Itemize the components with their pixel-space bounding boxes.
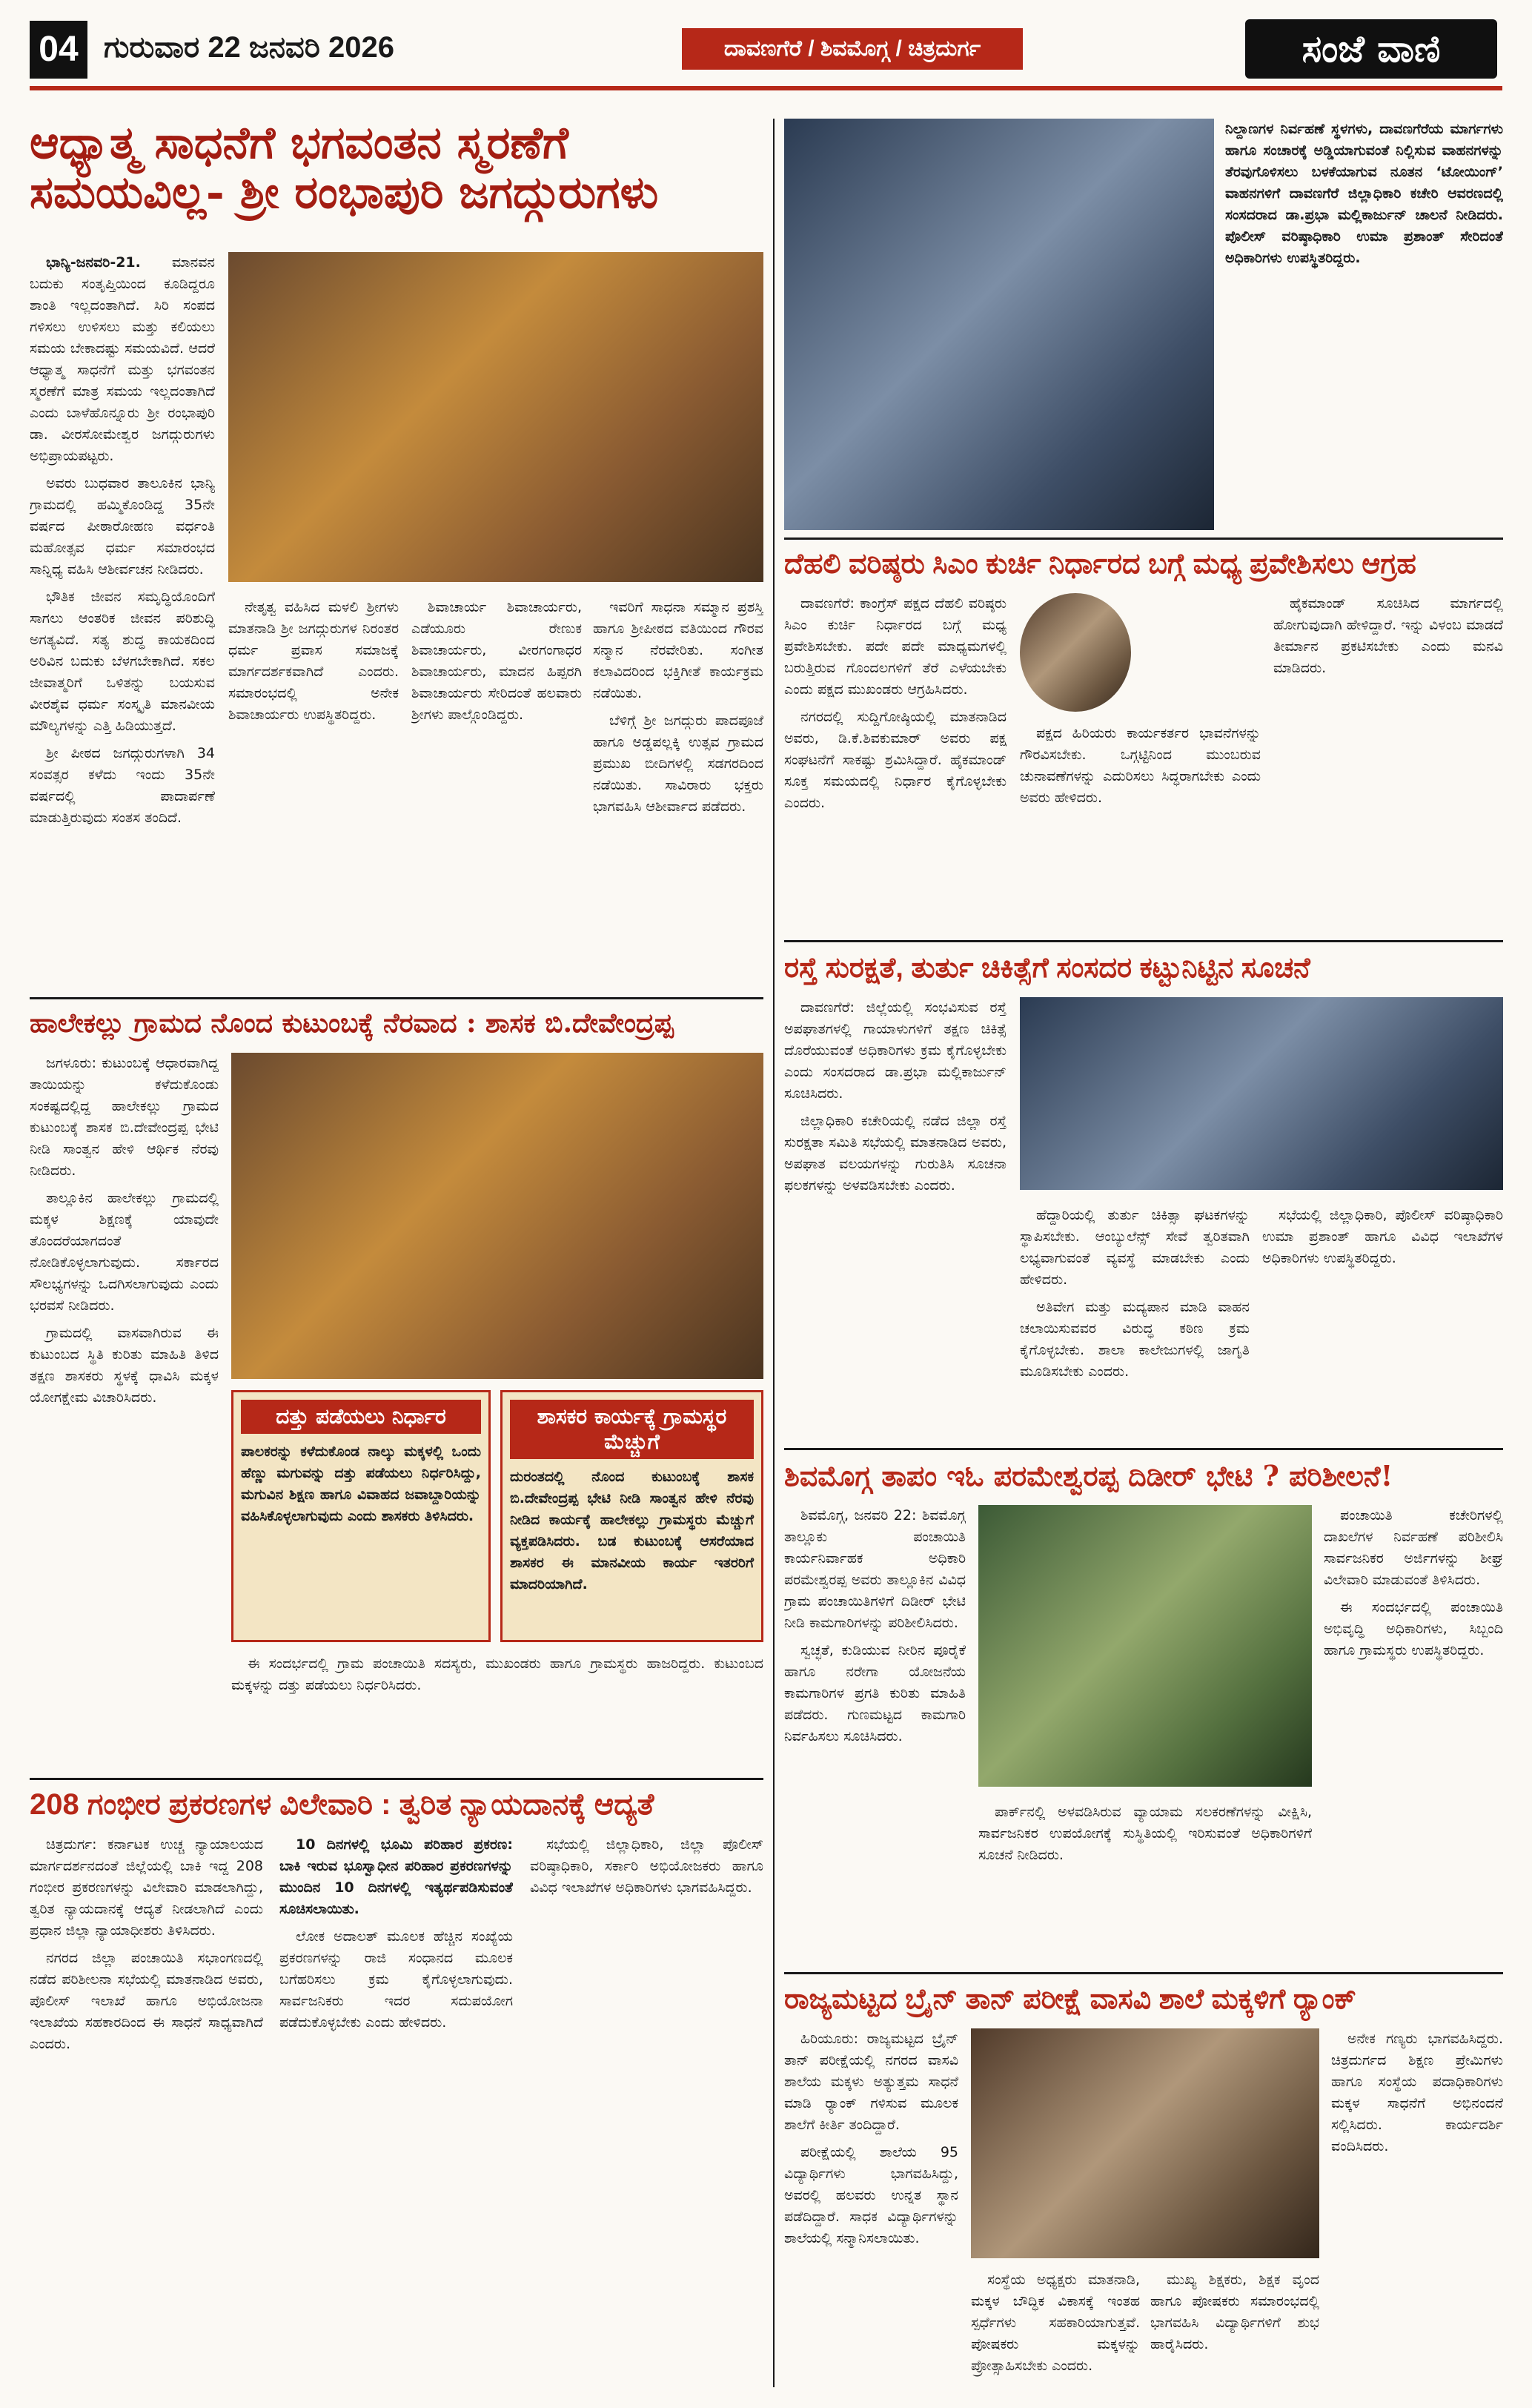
lead-para-2: ಅವರು ಬುಧವಾರ ತಾಲೂಕಿನ ಭಾನ್ಯಿ ಗ್ರಾಮದಲ್ಲಿ ಹಮ್ಮಿಕೊಂಡಿದ್ದ 35ನೇ ವರ್ಷದ ಪೀಠಾರೋಹಣ ವರ್ಧಂತಿ ಮಹೋತ್ಸವ ಧರ್ಮ ಸಮಾರಂಭದ ಸಾನ್ನಿಧ್ಯ ವಹಿಸಿ ಆಶೀರ್ವಚನ ನೀಡಿದರು. [30,475,215,578]
halekallu-para-4: ಈ ಸಂದರ್ಭದಲ್ಲಿ ಗ್ರಾಮ ಪಂಚಾಯಿತಿ ಸದಸ್ಯರು, ಮುಖಂಡರು ಹಾಗೂ ಗ್ರಾಮಸ್ಥರು ಹಾಜರಿದ್ದರು. ಕುಟುಂಬದ ಮಕ್ಕಳನ್ನು ದತ್ತು ಪಡೆಯಲು ನಿರ್ಧರಿಸಿದರು. [231,1656,763,1693]
shimoga-para-3: ಪಾರ್ಕ್‌ನಲ್ಲಿ ಅಳವಡಿಸಿರುವ ವ್ಯಾಯಾಮ ಸಲಕರಣೆಗಳನ್ನು ವೀಕ್ಷಿಸಿ, ಸಾರ್ವಜನಿಕರ ಉಪಯೋಗಕ್ಕೆ ಸುಸ್ಥಿತಿಯಲ್ಲಿ ಇರಿಸುವಂತೆ ಅಧಿಕಾರಿಗಳಿಗೆ ಸೂಚನೆ ನೀಡಿದರು. [978,1804,1312,1863]
road-para-2: ಜಿಲ್ಲಾಧಿಕಾರಿ ಕಚೇರಿಯಲ್ಲಿ ನಡೆದ ಜಿಲ್ಲಾ ರಸ್ತೆ ಸುರಕ್ಷತಾ ಸಮಿತಿ ಸಭೆಯಲ್ಲಿ ಮಾತನಾಡಿದ ಅವರು, ಅಪಘಾತ ವಲಯಗಳನ್ನು ಗುರುತಿಸಿ ಸೂಚನಾ ಫಲಕಗಳನ್ನು ಅಳವಡಿಸಬೇಕು ಎಂದರು. [784,1113,1007,1194]
halekallu-family-photo [231,1053,763,1379]
cases-para-5: ಸಭೆಯಲ್ಲಿ ಜಿಲ್ಲಾಧಿಕಾರಿ, ಜಿಲ್ಲಾ ಪೊಲೀಸ್ ವರಿಷ್ಠಾಧಿಕಾರಿ, ಸರ್ಕಾರಿ ಅಭಿಯೋಜಕರು ಹಾಗೂ ವಿವಿಧ ಇಲಾಖೆಗಳ ಅಧಿಕಾರಿಗಳು ಭಾಗವಹಿಸಿದ್ದರು. [530,1836,763,1896]
brain-col-3 [1150,2269,1319,2395]
brain-col-2 [971,2269,1140,2395]
delhi-leader-portrait [1020,593,1131,712]
halekallu-col-2 [231,1653,763,1772]
lead-headline-line2: ಸಮಯವಿಲ್ಲ- ಶ್ರೀ ರಂಭಾಪುರಿ ಜಗದ್ಗುರುಗಳು [30,167,659,219]
cases-para-3: 10 ದಿನಗಳಲ್ಲಿ ಭೂಮಿ ಪರಿಹಾರ ಪ್ರಕರಣ: ಬಾಕಿ ಇರುವ ಭೂಸ್ವಾಧೀನ ಪರಿಹಾರ ಪ್ರಕರಣಗಳನ್ನು ಮುಂದಿನ 10 ದಿನಗಳಲ್ಲಿ ಇತ್ಯರ್ಥಪಡಿಸುವಂತೆ ಸೂಚಿಸಲಾಯಿತು. [279,1836,513,1917]
page-number: 04 [30,21,87,79]
section-rule-5 [30,997,763,999]
towing-vehicles-caption: ನಿಲ್ದಾಣಗಳ ನಿರ್ವಹಣೆ ಸ್ಥಳಗಳು, ದಾವಣಗೆರೆಯ ಮಾರ್ಗಗಳು ಹಾಗೂ ಸಂಚಾರಕ್ಕೆ ಅಡ್ಡಿಯಾಗುವಂತೆ ನಿಲ್ಲಿಸುವ ವಾಹನಗಳನ್ನು ತೆರವುಗೊಳಿಸಲು ಬಳಕೆಯಾಗುವ ನೂತನ ‘ಟೋಯಿಂಗ್’ ವಾಹನಗಳಿಗೆ ದಾವಣಗೆರೆ ಜಿಲ್ಲಾಧಿಕಾರಿ ಕಚೇರಿ ಆವರಣದಲ್ಲಿ ಸಂಸದರಾದ ಡಾ.ಪ್ರಭಾ ಮಲ್ಲಿಕಾರ್ಜುನ್ ಚಾಲನೆ ನೀಡಿದರು. ಪೊಲೀಸ್ ವರಿಷ್ಠಾಧಿಕಾರಿ ಉಮಾ ಪ್ರಶಾಂತ್ ಸೇರಿದಂತೆ ಅಧಿಕಾರಿಗಳು ಉಪಸ್ಥಿತರಿದ್ದರು. [1225,121,1503,266]
road-col-1 [784,997,1007,1442]
brainthon-award-photo [971,2028,1319,2258]
shimoga-story [784,1461,1503,1965]
cases-col-1 [30,1834,263,2396]
towing-vehicles-photo [784,119,1214,530]
road-para-3: ಹೆದ್ದಾರಿಯಲ್ಲಿ ತುರ್ತು ಚಿಕಿತ್ಸಾ ಘಟಕಗಳನ್ನು ಸ್ಥಾಪಿಸಬೇಕು. ಆಂಬ್ಯುಲೆನ್ಸ್ ಸೇವೆ ತ್ವರಿತವಾಗಿ ಲಭ್ಯವಾಗುವಂತೆ ವ್ಯವಸ್ಥೆ ಮಾಡಬೇಕು ಎಂದು ಹೇಳಿದರು. [1020,1207,1250,1288]
adoption-box-text: ಪಾಲಕರನ್ನು ಕಳೆದುಕೊಂಡ ನಾಲ್ಕು ಮಕ್ಕಳಲ್ಲಿ ಒಂದು ಹೆಣ್ಣು ಮಗುವನ್ನು ದತ್ತು ಪಡೆಯಲು ನಿರ್ಧರಿಸಿದ್ದು, ಮಗುವಿನ ಶಿಕ್ಷಣ ಹಾಗೂ ವಿವಾಹದ ಜವಾಬ್ದಾರಿಯನ್ನು ವಹಿಸಿಕೊಳ್ಳಲಾಗುವುದು ಎಂದು ಶಾಸಕರು ತಿಳಿಸಿದರು. [241,1443,481,1524]
brain-para-5: ಅನೇಕ ಗಣ್ಯರು ಭಾಗವಹಿಸಿದ್ದರು. ಚಿತ್ರದುರ್ಗದ ಶಿಕ್ಷಣ ಪ್ರೇಮಿಗಳು ಹಾಗೂ ಸಂಸ್ಥೆಯ ಪದಾಧಿಕಾರಿಗಳು ಮಕ್ಕಳ ಸಾಧನೆಗೆ ಅಭಿನಂದನೆ ಸಲ್ಲಿಸಿದರು. ಕಾರ್ಯದರ್ಶಿ ವಂದಿಸಿದರು. [1331,2031,1503,2154]
lead-para-4: ಶ್ರೀ ಪೀಠದ ಜಗದ್ಗುರುಗಳಾಗಿ 34 ಸಂವತ್ಸರ ಕಳೆದು ಇಂದು 35ನೇ ವರ್ಷದಲ್ಲಿ ಪಾದಾರ್ಪಣೆ ಮಾಡುತ್ತಿರುವುದು ಸಂತಸ ತಂದಿದೆ. [30,745,215,826]
delhi-para-3: ಪಕ್ಷದ ಹಿರಿಯರು ಕಾರ್ಯಕರ್ತರ ಭಾವನೆಗಳನ್ನು ಗೌರವಿಸಬೇಕು. ಒಗ್ಗಟ್ಟಿನಿಂದ ಮುಂಬರುವ ಚುನಾವಣೆಗಳನ್ನು ಎದುರಿಸಲು ಸಿದ್ಧರಾಗಬೇಕು ಎಂದು ಅವರು ಹೇಳಿದರು. [1020,725,1261,806]
brain-para-2: ಪರೀಕ್ಷೆಯಲ್ಲಿ ಶಾಲೆಯ 95 ವಿದ್ಯಾರ್ಥಿಗಳು ಭಾಗವಹಿಸಿದ್ದು, ಅವರಲ್ಲಿ ಹಲವರು ಉನ್ನತ ಸ್ಥಾನ ಪಡೆದಿದ್ದಾರೆ. ಸಾಧಕ ವಿದ್ಯಾರ್ಥಿಗಳನ್ನು ಶಾಲೆಯಲ್ಲಿ ಸನ್ಮಾನಿಸಲಾಯಿತು. [784,2144,958,2246]
lead-para-7: ಇವರಿಗೆ ಸಾಧನಾ ಸಮ್ಮಾನ ಪ್ರಶಸ್ತಿ ಹಾಗೂ ಶ್ರೀಪೀಠದ ವತಿಯಿಂದ ಗೌರವ ಸನ್ಮಾನ ನೆರವೇರಿತು. ಸಂಗೀತ ಕಲಾವಿದರಿಂದ ಭಕ್ತಿಗೀತೆ ಕಾರ್ಯಕ್ರಮ ನಡೆಯಿತು. [593,599,763,701]
shimoga-headline: ಶಿವಮೊಗ್ಗ ತಾಪಂ ಇಓ ಪರಮೇಶ್ವರಪ್ಪ ದಿಡೀರ್ ಭೇಟಿ ? ಪರಿಶೀಲನೆ! [784,1459,1393,1492]
delhi-col-3 [1273,593,1503,934]
cases-story [30,1788,763,2396]
section-rule-3 [784,1448,1503,1450]
masthead [30,15,1502,104]
brainthon-story [784,1984,1503,2395]
towing-vehicles-story [784,119,1503,530]
brain-para-4: ಮುಖ್ಯ ಶಿಕ್ಷಕರು, ಶಿಕ್ಷಕ ವೃಂದ ಹಾಗೂ ಪೋಷಕರು ಸಮಾರಂಭದಲ್ಲಿ ಭಾಗವಹಿಸಿ ವಿದ್ಯಾರ್ಥಿಗಳಿಗೆ ಶುಭ ಹಾರೈಸಿದರು. [1150,2272,1319,2352]
delhi-para-4: ಹೈಕಮಾಂಡ್ ಸೂಚಿಸಿದ ಮಾರ್ಗದಲ್ಲಿ ಹೋಗುವುದಾಗಿ ಹೇಳಿದ್ದಾರೆ. ಇನ್ನು ವಿಳಂಬ ಮಾಡದೆ ತೀರ್ಮಾನ ಪ್ರಕಟಿಸಬೇಕು ಎಂದು ಮನವಿ ಮಾಡಿದರು. [1273,595,1503,676]
cases-col-2 [279,1834,513,2396]
lead-headline [30,119,763,218]
newspaper-logo: ಸಂಜೆ ವಾಣಿ [1245,19,1497,79]
cases-para-1: ಚಿತ್ರದುರ್ಗ: ಕರ್ನಾಟಕ ಉಚ್ಚ ನ್ಯಾಯಾಲಯದ ಮಾರ್ಗದರ್ಶನದಂತೆ ಜಿಲ್ಲೆಯಲ್ಲಿ ಬಾಕಿ ಇದ್ದ 208 ಗಂಭೀರ ಪ್ರಕರಣಗಳನ್ನು ವಿಲೇವಾರಿ ಮಾಡಲಾಗಿದ್ದು, ತ್ವರಿತ ನ್ಯಾಯದಾನಕ್ಕೆ ಆದ್ಯತೆ ನೀಡಲಾಗಿದೆ ಎಂದು ಪ್ರಧಾನ ಜಿಲ್ಲಾ ನ್ಯಾಯಾಧೀಶರು ತಿಳಿಸಿದರು. [30,1836,263,1939]
road-col-2 [1020,1205,1250,1442]
brain-col-1 [784,2028,958,2395]
adoption-box [231,1390,491,1642]
shimoga-park-photo [978,1505,1312,1787]
halekallu-headline: ಹಾಲೇಕಲ್ಲು ಗ್ರಾಮದ ನೊಂದ ಕುಟುಂಬಕ್ಕೆ ನೆರವಾದ : ಶಾಸಕ ಬಿ.ದೇವೇಂದ್ರಪ್ಪ [30,1008,674,1039]
shimoga-para-4: ಪಂಚಾಯಿತಿ ಕಚೇರಿಗಳಲ್ಲಿ ದಾಖಲೆಗಳ ನಿರ್ವಹಣೆ ಪರಿಶೀಲಿಸಿ ಸಾರ್ವಜನಿಕರ ಅರ್ಜಿಗಳನ್ನು ಶೀಘ್ರ ವಿಲೇವಾರಿ ಮಾಡುವಂತೆ ತಿಳಿಸಿದರು. [1324,1507,1503,1588]
delhi-story [784,549,1503,934]
road-para-4: ಅತಿವೇಗ ಮತ್ತು ಮದ್ಯಪಾನ ಮಾಡಿ ವಾಹನ ಚಲಾಯಿಸುವವರ ವಿರುದ್ಧ ಕಠಿಣ ಕ್ರಮ ಕೈಗೊಳ್ಳಬೇಕು. ಶಾಲಾ ಕಾಲೇಜುಗಳಲ್ಲಿ ಜಾಗೃತಿ ಮೂಡಿಸಬೇಕು ಎಂದರು. [1020,1299,1250,1380]
appreciation-box-text: ದುರಂತದಲ್ಲಿ ನೊಂದ ಕುಟುಂಬಕ್ಕೆ ಶಾಸಕ ಬಿ.ದೇವೇಂದ್ರಪ್ಪ ಭೇಟಿ ನೀಡಿ ಸಾಂತ್ವನ ಹೇಳಿ ನೆರವು ನೀಡಿದ ಕಾರ್ಯಕ್ಕೆ ಹಾಲೇಕಲ್ಲು ಗ್ರಾಮಸ್ಥರು ಮೆಚ್ಚುಗೆ ವ್ಯಕ್ತಪಡಿಸಿದರು. ಬಡ ಕುಟುಂಬಕ್ಕೆ ಆಸರೆಯಾದ ಶಾಸಕರ ಈ ಮಾನವೀಯ ಕಾರ್ಯ ಇತರರಿಗೆ ಮಾದರಿಯಾಗಿದೆ. [510,1469,754,1592]
lead-dateline: ಭಾನ್ಯಿ-ಜನವರಿ-21. [46,254,141,271]
shimoga-col-3 [1324,1505,1503,1965]
lead-story [30,119,763,993]
issue-date: ಗುರುವಾರ 22 ಜನವರಿ 2026 [104,31,394,64]
lead-headline-line1: ಆಧ್ಯಾತ್ಮ ಸಾಧನೆಗೆ ಭಗವಂತನ ಸ್ಮರಣೆಗೆ [30,117,568,169]
road-para-1: ದಾವಣಗೆರೆ: ಜಿಲ್ಲೆಯಲ್ಲಿ ಸಂಭವಿಸುವ ರಸ್ತೆ ಅಪಘಾತಗಳಲ್ಲಿ ಗಾಯಾಳುಗಳಿಗೆ ತಕ್ಷಣ ಚಿಕಿತ್ಸೆ ದೊರೆಯುವಂತೆ ಅಧಿಕಾರಿಗಳು ಕ್ರಮ ಕೈಗೊಳ್ಳಬೇಕು ಎಂದು ಸಂಸದರಾದ ಡಾ.ಪ್ರಭಾ ಮಲ್ಲಿಕಾರ್ಜುನ್ ಸೂಚಿಸಿದರು. [784,999,1007,1102]
brain-para-3: ಸಂಸ್ಥೆಯ ಅಧ್ಯಕ್ಷರು ಮಾತನಾಡಿ, ಮಕ್ಕಳ ಬೌದ್ಧಿಕ ವಿಕಾಸಕ್ಕೆ ಇಂತಹ ಸ್ಪರ್ಧೆಗಳು ಸಹಕಾರಿಯಾಗುತ್ತವೆ. ಪೋಷಕರು ಮಕ್ಕಳನ್ನು ಪ್ರೋತ್ಸಾಹಿಸಬೇಕು ಎಂದರು. [971,2272,1140,2374]
region-banner: ದಾವಣಗೆರೆ / ಶಿವಮೊಗ್ಗ / ಚಿತ್ರದುರ್ಗ [682,28,1023,70]
cases-headline: 208 ಗಂಭೀರ ಪ್ರಕರಣಗಳ ವಿಲೇವಾರಿ : ತ್ವರಿತ ನ್ಯಾಯದಾನಕ್ಕೆ ಆದ್ಯತೆ [30,1788,654,1821]
cases-para-2: ನಗರದ ಜಿಲ್ಲಾ ಪಂಚಾಯಿತಿ ಸಭಾಂಗಣದಲ್ಲಿ ನಡೆದ ಪರಿಶೀಲನಾ ಸಭೆಯಲ್ಲಿ ಮಾತನಾಡಿದ ಅವರು, ಪೊಲೀಸ್ ಇಲಾಖೆ ಹಾಗೂ ಅಭಿಯೋಜನಾ ಇಲಾಖೆಯ ಸಹಕಾರದಿಂದ ಈ ಸಾಧನೆ ಸಾಧ್ಯವಾಗಿದೆ ಎಂದರು. [30,1950,263,2052]
appreciation-box [500,1390,763,1642]
halekallu-para-2: ತಾಲ್ಲೂಕಿನ ಹಾಲೇಕಲ್ಲು ಗ್ರಾಮದಲ್ಲಿ ಮಕ್ಕಳ ಶಿಕ್ಷಣಕ್ಕೆ ಯಾವುದೇ ತೊಂದರೆಯಾಗದಂತೆ ನೋಡಿಕೊಳ್ಳಲಾಗುವುದು. ಸರ್ಕಾರದ ಸೌಲಭ್ಯಗಳನ್ನು ಒದಗಿಸಲಾಗುವುದು ಎಂದು ಭರವಸೆ ನೀಡಿದರು. [30,1190,219,1314]
cases-para-4: ಲೋಕ ಅದಾಲತ್ ಮೂಲಕ ಹೆಚ್ಚಿನ ಸಂಖ್ಯೆಯ ಪ್ರಕರಣಗಳನ್ನು ರಾಜಿ ಸಂಧಾನದ ಮೂಲಕ ಬಗೆಹರಿಸಲು ಕ್ರಮ ಕೈಗೊಳ್ಳಲಾಗುವುದು. ಸಾರ್ವಜನಿಕರು ಇದರ ಸದುಪಯೋಗ ಪಡೆದುಕೊಳ್ಳಬೇಕು ಎಂದು ಹೇಳಿದರು. [279,1928,513,2031]
delhi-para-2: ನಗರದಲ್ಲಿ ಸುದ್ದಿಗೋಷ್ಠಿಯಲ್ಲಿ ಮಾತನಾಡಿದ ಅವರು, ಡಿ.ಕೆ.ಶಿವಕುಮಾರ್ ಅವರು ಪಕ್ಷ ಸಂಘಟನೆಗೆ ಸಾಕಷ್ಟು ಶ್ರಮಿಸಿದ್ದಾರೆ. ಹೈಕಮಾಂಡ್ ಸೂಕ್ತ ಸಮಯದಲ್ಲಿ ನಿರ್ಧಾರ ಕೈಗೊಳ್ಳಬೇಕು ಎಂದರು. [784,709,1007,811]
halekallu-para-3: ಗ್ರಾಮದಲ್ಲಿ ವಾಸವಾಗಿರುವ ಈ ಕುಟುಂಬದ ಸ್ಥಿತಿ ಕುರಿತು ಮಾಹಿತಿ ತಿಳಿದ ತಕ್ಷಣ ಶಾಸಕರು ಸ್ಥಳಕ್ಕೆ ಧಾವಿಸಿ ಮಕ್ಕಳ ಯೋಗಕ್ಷೇಮ ವಿಚಾರಿಸಿದರು. [30,1325,219,1406]
lead-para-1: ಮಾನವನ ಬದುಕು ಸಂತೃಪ್ತಿಯಿಂದ ಕೂಡಿದ್ದರೂ ಶಾಂತಿ ಇಲ್ಲದಂತಾಗಿದೆ. ಸಿರಿ ಸಂಪದ ಗಳಿಸಲು ಉಳಿಸಲು ಮತ್ತು ಕಲಿಯಲು ಸಮಯ ಬೇಕಾದಷ್ಟು ಸಮಯವಿದೆ. ಆದರೆ ಆಧ್ಯಾತ್ಮ ಸಾಧನೆಗೆ ಮತ್ತು ಭಗವಂತನ ಸ್ಮರಣೆಗೆ ಮಾತ್ರ ಸಮಯ ಇಲ್ಲದಂತಾಗಿದೆ ಎಂದು ಬಾಳೆಹೊನ್ನೂರು ಶ್ರೀ ರಂಭಾಪುರಿ ಡಾ. ವೀರಸೋಮೇಶ್ವರ ಜಗದ್ಗುರುಗಳು ಅಭಿಪ್ರಾಯಪಟ್ಟರು. [30,254,215,464]
road-safety-meeting-photo [1020,997,1503,1190]
shimoga-col-1 [784,1505,966,1965]
shimoga-para-2: ಸ್ವಚ್ಛತೆ, ಕುಡಿಯುವ ನೀರಿನ ಪೂರೈಕೆ ಹಾಗೂ ನರೇಗಾ ಯೋಜನೆಯ ಕಾಮಗಾರಿಗಳ ಪ್ರಗತಿ ಕುರಿತು ಮಾಹಿತಿ ಪಡೆದರು. ಗುಣಮಟ್ಟದ ಕಾಮಗಾರಿ ನಿರ್ವಹಿಸಲು ಸೂಚಿಸಿದರು. [784,1642,966,1744]
halekallu-col-1 [30,1053,219,1772]
lead-photo-swamijis [228,252,763,582]
delhi-para-1: ದಾವಣಗೆರೆ: ಕಾಂಗ್ರೆಸ್ ಪಕ್ಷದ ದೆಹಲಿ ವರಿಷ್ಠರು ಸಿಎಂ ಕುರ್ಚಿ ನಿರ್ಧಾರದ ಬಗ್ಗೆ ಮಧ್ಯ ಪ್ರವೇಶಿಸಬೇಕು. ಪದೇ ಪದೇ ಮಾಧ್ಯಮಗಳಲ್ಲಿ ಬರುತ್ತಿರುವ ಗೊಂದಲಗಳಿಗೆ ತೆರೆ ಎಳೆಯಬೇಕು ಎಂದು ಪಕ್ಷದ ಮುಖಂಡರು ಆಗ್ರಹಿಸಿದರು. [784,595,1007,698]
section-rule-2 [784,940,1503,942]
masthead-rule [30,86,1502,90]
brainthon-headline: ರಾಜ್ಯಮಟ್ಟದ ಬ್ರೈನ್ ತಾನ್ ಪರೀಕ್ಷೆ ವಾಸವಿ ಶಾಲೆ ಮಕ್ಕಳಿಗೆ ರ್‍ಯಾಂಕ್ [784,1984,1356,2015]
cases-col-3 [530,1834,763,2396]
lead-para-8: ಬೆಳಿಗ್ಗೆ ಶ್ರೀ ಜಗದ್ಗುರು ಪಾದಪೂಜೆ ಹಾಗೂ ಅಡ್ಡಪಲ್ಲಕ್ಕಿ ಉತ್ಸವ ಗ್ರಾಮದ ಪ್ರಮುಖ ಬೀದಿಗಳಲ್ಲಿ ಸಡಗರದಿಂದ ನಡೆಯಿತು. ಸಾವಿರಾರು ಭಕ್ತರು ಭಾಗವಹಿಸಿ ಆಶೀರ್ವಾದ ಪಡೆದರು. [593,712,763,815]
lead-para-3: ಭೌತಿಕ ಜೀವನ ಸಮೃದ್ಧಿಯೊಂದಿಗೆ ಸಾಗಲು ಆಂತರಿಕ ಜೀವನ ಪರಿಶುದ್ಧಿ ಅಗತ್ಯವಿದೆ. ಸತ್ಯ ಶುದ್ಧ ಕಾಯಕದಿಂದ ಅರಿವಿನ ಬದುಕು ಬೆಳಗಬೇಕಾಗಿದೆ. ಸಕಲ ಜೀವಾತ್ಮರಿಗೆ ಒಳಿತನ್ನು ಬಯಸುವ ವೀರಶೈವ ಧರ್ಮ ಸಂಸ್ಕೃತಿ ಮಾನವೀಯ ಮೌಲ್ಯಗಳನ್ನು ಎತ್ತಿ ಹಿಡಿಯುತ್ತದೆ. [30,589,215,734]
halekallu-story [30,1008,763,1772]
column-divider [773,119,775,2387]
brain-col-4 [1331,2028,1503,2395]
shimoga-para-5: ಈ ಸಂದರ್ಭದಲ್ಲಿ ಪಂಚಾಯಿತಿ ಅಭಿವೃದ್ಧಿ ಅಧಿಕಾರಿಗಳು, ಸಿಬ್ಬಂದಿ ಹಾಗೂ ಗ್ರಾಮಸ್ಥರು ಉಪಸ್ಥಿತರಿದ್ದರು. [1324,1599,1503,1658]
lead-col-2 [228,597,399,993]
road-col-3 [1262,1205,1503,1442]
section-rule-1 [784,538,1503,540]
lead-col-4 [593,597,763,993]
lead-para-5: ನೇತೃತ್ವ ವಹಿಸಿದ ಮಳಲಿ ಶ್ರೀಗಳು ಮಾತನಾಡಿ ಶ್ರೀ ಜಗದ್ಗುರುಗಳ ನಿರಂತರ ಧರ್ಮ ಪ್ರವಾಸ ಸಮಾಜಕ್ಕೆ ಮಾರ್ಗದರ್ಶಕವಾಗಿದೆ ಎಂದರು. ಸಮಾರಂಭದಲ್ಲಿ ಅನೇಕ ಶಿವಾಚಾರ್ಯರು ಉಪಸ್ಥಿತರಿದ್ದರು. [228,599,399,723]
shimoga-col-2 [978,1802,1312,1965]
halekallu-para-1: ಜಗಳೂರು: ಕುಟುಂಬಕ್ಕೆ ಆಧಾರವಾಗಿದ್ದ ತಾಯಿಯನ್ನು ಕಳೆದುಕೊಂಡು ಸಂಕಷ್ಟದಲ್ಲಿದ್ದ ಹಾಲೇಕಲ್ಲು ಗ್ರಾಮದ ಕುಟುಂಬಕ್ಕೆ ಶಾಸಕ ಬಿ.ದೇವೇಂದ್ರಪ್ಪ ಭೇಟಿ ನೀಡಿ ಸಾಂತ್ವನ ಹೇಳಿ ಆರ್ಥಿಕ ನೆರವು ನೀಡಿದರು. [30,1055,219,1179]
lead-para-6: ಶಿವಾಚಾರ್ಯ ಶಿವಾಚಾರ್ಯರು, ಎಡೆಯೂರು ರೇಣುಕ ಶಿವಾಚಾರ್ಯರು, ವೀರಗಂಗಾಧರ ಶಿವಾಚಾರ್ಯರು, ಮಾದನ ಹಿಪ್ಪರಗಿ ಶಿವಾಚಾರ್ಯರು ಸೇರಿದಂತೆ ಹಲವಾರು ಶ್ರೀಗಳು ಪಾಲ್ಗೊಂಡಿದ್ದರು. [411,599,582,723]
brain-para-1: ಹಿರಿಯೂರು: ರಾಜ್ಯಮಟ್ಟದ ಬ್ರೈನ್ ತಾನ್ ಪರೀಕ್ಷೆಯಲ್ಲಿ ನಗರದ ವಾಸವಿ ಶಾಲೆಯ ಮಕ್ಕಳು ಅತ್ಯುತ್ತಮ ಸಾಧನೆ ಮಾಡಿ ರ್‍ಯಾಂಕ್ ಗಳಿಸುವ ಮೂಲಕ ಶಾಲೆಗೆ ಕೀರ್ತಿ ತಂದಿದ್ದಾರೆ. [784,2031,958,2133]
section-rule-4 [784,1972,1503,1974]
road-safety-story [784,953,1503,1442]
shimoga-para-1: ಶಿವಮೊಗ್ಗ, ಜನವರಿ 22: ಶಿವಮೊಗ್ಗ ತಾಲ್ಲೂಕು ಪಂಚಾಯಿತಿ ಕಾರ್ಯನಿರ್ವಾಹಕ ಅಧಿಕಾರಿ ಪರಮೇಶ್ವರಪ್ಪ ಅವರು ತಾಲ್ಲೂಕಿನ ವಿವಿಧ ಗ್ರಾಮ ಪಂಚಾಯಿತಿಗಳಿಗೆ ದಿಡೀರ್ ಭೇಟಿ ನೀಡಿ ಕಾಮಗಾರಿಗಳನ್ನು ಪರಿಶೀಲಿಸಿದರು. [784,1507,966,1631]
adoption-box-title: ದತ್ತು ಪಡೆಯಲು ನಿರ್ಧಾರ [241,1400,481,1434]
section-rule-6 [30,1778,763,1780]
appreciation-box-title: ಶಾಸಕರ ಕಾರ್ಯಕ್ಕೆ ಗ್ರಾಮಸ್ಥರ ಮೆಚ್ಚುಗೆ [510,1400,754,1459]
road-safety-headline: ರಸ್ತೆ ಸುರಕ್ಷತೆ, ತುರ್ತು ಚಿಕಿತ್ಸೆಗೆ ಸಂಸದರ ಕಟ್ಟುನಿಟ್ಟಿನ ಸೂಚನೆ [784,953,1310,984]
lead-col-1 [30,252,215,993]
delhi-col-2 [1020,723,1261,934]
road-para-5: ಸಭೆಯಲ್ಲಿ ಜಿಲ್ಲಾಧಿಕಾರಿ, ಪೊಲೀಸ್ ವರಿಷ್ಠಾಧಿಕಾರಿ ಉಮಾ ಪ್ರಶಾಂತ್ ಹಾಗೂ ವಿವಿಧ ಇಲಾಖೆಗಳ ಅಧಿಕಾರಿಗಳು ಉಪಸ್ಥಿತರಿದ್ದರು. [1262,1207,1503,1266]
delhi-headline: ದೆಹಲಿ ವರಿಷ್ಠರು ಸಿಎಂ ಕುರ್ಚಿ ನಿರ್ಧಾರದ ಬಗ್ಗೆ ಮಧ್ಯ ಪ್ರವೇಶಿಸಲು ಆಗ್ರಹ [784,549,1416,580]
lead-col-3 [411,597,582,993]
delhi-col-1 [784,593,1007,934]
